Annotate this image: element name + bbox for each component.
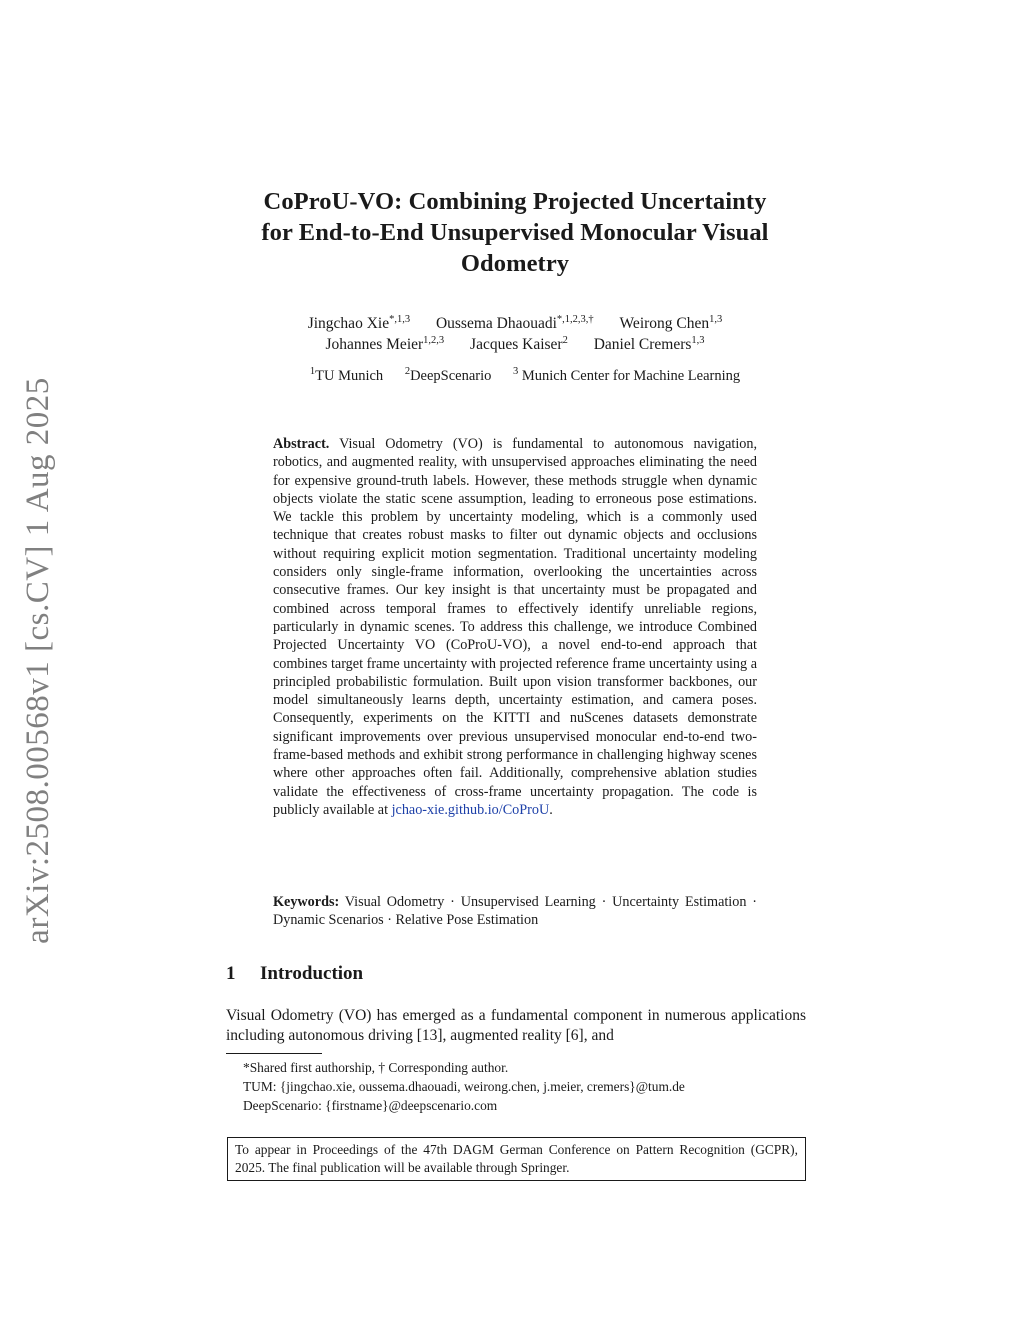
author: Johannes Meier$^{1,2,3}$ xyxy=(325,335,445,353)
affiliation: $^1$TU Munich xyxy=(309,366,384,384)
affiliation: $^3$ Munich Center for Machine Learning xyxy=(513,366,741,384)
arxiv-stamp xyxy=(8,370,68,950)
intro-paragraph: Visual Odometry (VO) has emerged as a fundamental component in numerous applications including autonomous driving [13], augmented reality [6], and xyxy=(226,1007,806,1044)
footnote: TUM: {jingchao.xie, oussema.dhaouadi, weirong.chen, j.meier, cremers}@tum.de xyxy=(243,1079,685,1094)
footnote-rule xyxy=(226,1053,322,1054)
arxiv-id: arXiv:2508.00568v1 [cs.CV] 1 Aug 2025 xyxy=(19,376,56,944)
keywords-text: Visual Odometry · Unsupervised Learning · Uncertainty Estimation · Dynamic Scenarios · Relative Pose Estimation xyxy=(273,894,757,929)
author: Weirong Chen$^{1,3}$ xyxy=(619,314,723,332)
author: Jacques Kaiser$^2$ xyxy=(470,335,568,353)
section-title: Introduction xyxy=(260,963,364,984)
section-number: 1 xyxy=(226,963,236,984)
section-heading xyxy=(226,963,363,985)
keywords-label: Keywords: xyxy=(273,894,340,910)
affiliations xyxy=(230,368,820,385)
abstract-text: Visual Odometry (VO) is fundamental to autonomous navigation, robotics, and augmented reality, with unsupervised approaches eliminating the need for expensive ground-truth labels. However, these methods struggle when dynamic objects violate the static scene assumption, leading to erroneous pose estimations. We tackle this problem by uncertainty modeling, which is a commonly used technique that creates robust masks to filter out dynamic objects and occlusions without requiring explicit motion segmentation. Traditional uncertainty modeling considers only single-frame information, overlooking the uncertainties across consecutive frames. Our key insight is that uncertainty must be propagated and combined across temporal frames to effectively identify unreliable regions, particularly in dynamic scenes. To address this challenge, we introduce Combined Projected Uncertainty VO (CoProU-VO), a novel end-to-end approach that combines target frame uncertainty with projected reference frame uncertainty using a principled probabilistic formulation. Built upon vision transformer backbones, our model simultaneously learns depth, uncertainty estimation, and camera poses. Consequently, experiments on the KITTI and nuScenes datasets demonstrate significant improvements over previous unsupervised monocular end-to-end two-frame-based methods and exhibit strong performance in challenging highway scenes where other approaches often fail. Additionally, comprehensive ablation studies validate the effectiveness of cross-frame uncertainty propagation. The code is publicly available at xyxy=(273,436,757,818)
author: Oussema Dhaouadi$^{*,1,2,3,\dagger}$ xyxy=(435,314,594,332)
title-line: CoProU-VO: Combining Projected Uncertainty xyxy=(263,188,767,215)
author: Jingchao Xie$^{*,1,3}$ xyxy=(307,314,411,332)
author-list xyxy=(220,313,810,355)
affiliation: $^2$DeepScenario xyxy=(404,366,492,384)
footnote: DeepScenario: {firstname}@deepscenario.com xyxy=(243,1098,498,1113)
title-line: Odometry xyxy=(460,250,570,277)
title-line: for End-to-End Unsupervised Monocular Visual xyxy=(261,219,769,246)
paper-title xyxy=(200,186,830,279)
author: Daniel Cremers$^{1,3}$ xyxy=(593,335,705,353)
publication-notice: To appear in Proceedings of the 47th DAGM German Conference on Pattern Recognition (GCPR), 2025. The final publication will be available through Springer. xyxy=(227,1137,806,1181)
abstract: Abstract. Visual Odometry (VO) is fundamental to autonomous navigation, robotics, and augmented reality, with unsupervised approaches eliminating the need for expensive ground-truth labels. However, these methods struggle when dynamic objects violate the static scene assumption, leading to erroneous pose estimations. We tackle this problem by uncertainty modeling, which is a commonly used technique that creates robust masks to filter out dynamic objects and occlusions without requiring explicit motion segmentation. Traditional uncertainty modeling considers only single-frame information, overlooking the uncertainties across consecutive frames. Our key insight is that uncertainty must be propagated and combined across temporal frames to effectively identify unreliable regions, particularly in dynamic scenes. To address this challenge, we introduce Combined Projected Uncertainty VO (CoProU-VO), a novel end-to-end approach that combines target frame uncertainty with projected reference frame uncertainty using a principled probabilistic formulation. Built upon vision transformer backbones, our model simultaneously learns depth, uncertainty estimation, and camera poses. Consequently, experiments on the KITTI and nuScenes datasets demonstrate significant improvements over previous unsupervised monocular end-to-end two-frame-based methods and exhibit strong performance in challenging highway scenes where other approaches often fail. Additionally, comprehensive ablation studies validate the effectiveness of cross-frame uncertainty propagation. The code is publicly available at jchao-xie.github.io/CoProU. xyxy=(273,436,757,818)
footnotes xyxy=(243,1058,813,1115)
keywords xyxy=(273,893,757,930)
code-link[interactable]: jchao-xie.github.io/CoProU xyxy=(391,801,550,818)
footnote: *Shared first authorship, † Corresponding author. xyxy=(243,1060,509,1075)
abstract-label: Abstract. xyxy=(273,436,330,452)
